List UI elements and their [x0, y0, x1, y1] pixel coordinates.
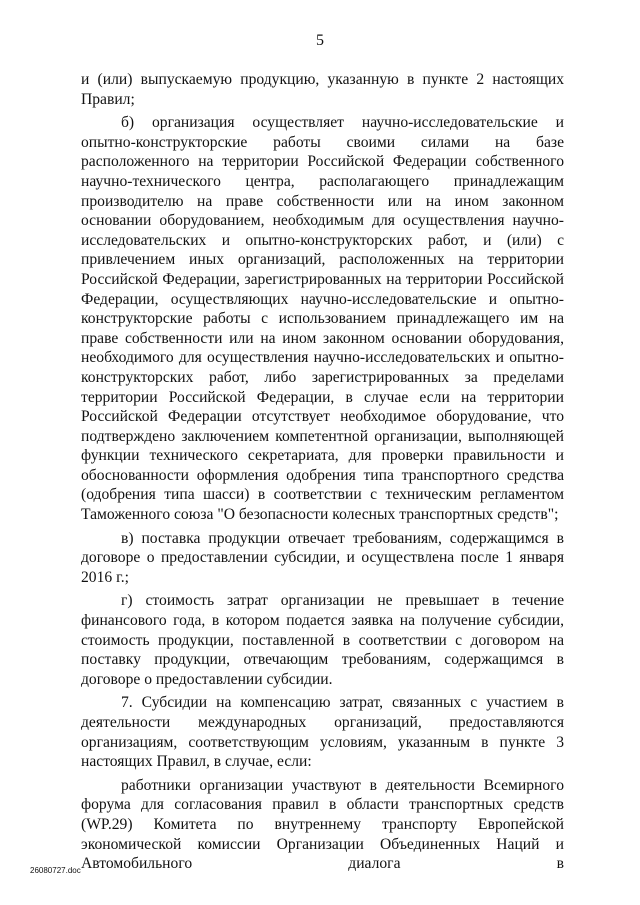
page-number: 5: [316, 32, 324, 49]
paragraph-7: 7. Субсидии на компенсацию затрат, связанных с участием в деятельности международных организаций, предоставляются организациям, соответствующим условиям, указанным в пункте 3 настоящих Правил, в случае, если:: [81, 694, 564, 771]
file-name-footer: 26080727.doc: [30, 866, 81, 875]
paragraph-item-b: б) организация осуществляет научно-исследовательские и опытно-конструкторские работы своими силами на базе расположенного на территории Российской Федерации собственного научно-технического центра, располагающего принадлежащим производителю на праве собственности или на ином законном основании оборудованием, необходимым для осуществления научно-исследовательских и опытно-конструкторских работ, и (или) с привлечением иных организаций, расположенных на территории Российской Федерации, зарегистрированных на территории Российской Федерации, осуществляющих научно-исследовательские и опытно-конструкторские работы с использованием принадлежащего им на праве собственности или на ином законном основании оборудования, необходимого для осуществления научно-исследовательских и опытно-конструкторских работ, либо зарегистрированных за пределами территории Российской Федерации, в случае если на территории Российской Федерации отсутствует необходимое оборудование, что подтверждено заключением компетентной организации, выполняющей функции технического секретариата, для проверки правильности и обоснованности оформления одобрения типа транспортного средства (одобрения типа шасси) в соответствии с техническим регламентом Таможенного союза "О безопасности колесных транспортных средств";: [81, 114, 564, 524]
paragraph-7-condition: работники организации участвуют в деятельности Всемирного форума для согласования правил в области транспортных средств (WP.29) Комитета по внутреннему транспорту Европейской экономической комиссии Организации Объединенных Наций и Автомобильного диалога в: [81, 776, 564, 873]
paragraph-item-g: г) стоимость затрат организации не превышает в течение финансового года, в котором подается заявка на получение субсидии, стоимость продукции, поставленной в соответствии с договором на поставку продукции, отвечающим требованиям, содержащимся в договоре о предоставлении субсидии.: [81, 592, 564, 688]
paragraph-continuation: и (или) выпускаемую продукцию, указанную в пункте 2 настоящих Правил;: [81, 71, 564, 108]
document-body: [81, 70, 564, 874]
paragraph-item-v: в) поставка продукции отвечает требованиям, содержащимся в договоре о предоставлении субсидии, и осуществлена после 1 января 2016 г.;: [81, 529, 564, 586]
